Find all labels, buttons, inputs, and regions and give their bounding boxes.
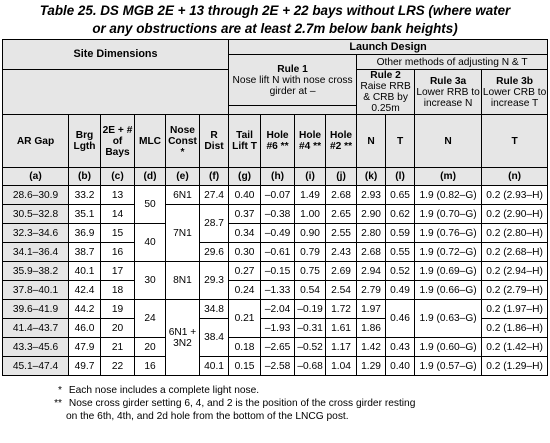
cell-rule3a: 1.9 (0.72–G): [415, 243, 482, 262]
col-bays: 2E + # of Bays: [101, 115, 135, 168]
cell-t: 0.46: [386, 300, 415, 338]
cell-t: 0.62: [386, 205, 415, 224]
cell-rule3a: 1.9 (0.76–G): [415, 224, 482, 243]
cell-hole4: 0.79: [295, 243, 326, 262]
table-title: [0, 2, 550, 38]
cell-bays: 22: [101, 357, 135, 376]
col-ar-gap: AR Gap: [3, 115, 69, 168]
cell-tail-lift: 0.37: [229, 205, 261, 224]
cell-hole2: 2.69: [326, 262, 357, 281]
cell-t: 0.49: [386, 281, 415, 300]
col-hole6: Hole #6 **: [261, 115, 295, 168]
letter-b: (b): [69, 168, 101, 186]
cell-rule3b: 0.2 (1.29–H): [482, 357, 548, 376]
cell-rule3b: 0.2 (2.94–H): [482, 262, 548, 281]
cell-hole4: –0.31: [295, 319, 326, 338]
col-n: N: [357, 115, 386, 168]
col-tail-lift: Tail Lift T: [229, 115, 261, 168]
cell-hole2: 2.43: [326, 243, 357, 262]
cell-n: 2.94: [357, 262, 386, 281]
cell-hole6: –2.58: [261, 357, 295, 376]
cell-t: 0.65: [386, 186, 415, 205]
col-r-dist: R Dist: [200, 115, 229, 168]
cell-rule3b: 0.2 (2.79–H): [482, 281, 548, 300]
cell-hole2: 1.61: [326, 319, 357, 338]
cell-brg-lgth: 47.9: [69, 338, 101, 357]
footnote-1-text: Each nose includes a complete light nose.: [68, 385, 260, 396]
rule2-text: Raise RRB & CRB by 0.25m: [360, 81, 411, 114]
letter-m: (m): [415, 168, 482, 186]
cell-hole6: –0.38: [261, 205, 295, 224]
cell-t: 0.55: [386, 243, 415, 262]
cell-r-dist: 27.4: [200, 186, 229, 205]
cell-ar-gap: 35.9–38.2: [3, 262, 69, 281]
cell-bays: 17: [101, 262, 135, 281]
cell-hole2: 1.04: [326, 357, 357, 376]
footnote-2-text-a: Nose cross girder setting 6, 4, and 2 is the position of the cross girder resting: [68, 398, 416, 409]
cell-brg-lgth: 42.4: [69, 281, 101, 300]
table-title-line2: or any obstructions are at least 2.7m below bank heights): [92, 21, 458, 36]
cell-hole2: 2.65: [326, 205, 357, 224]
cell-hole6: –1.33: [261, 281, 295, 300]
letter-f: (f): [200, 168, 229, 186]
cell-bays: 21: [101, 338, 135, 357]
letter-a: (a): [3, 168, 69, 186]
col-t: T: [386, 115, 415, 168]
cell-mlc: 16: [135, 357, 166, 376]
cell-n: 2.93: [357, 186, 386, 205]
cell-bays: 20: [101, 319, 135, 338]
cell-hole6: –2.04: [261, 300, 295, 319]
cell-t: 0.52: [386, 262, 415, 281]
cell-rule3a: 1.9 (0.82–G): [415, 186, 482, 205]
cell-n: 2.68: [357, 243, 386, 262]
cell-n: 1.42: [357, 338, 386, 357]
cell-rule3b: 0.2 (2.80–H): [482, 224, 548, 243]
cell-hole4: 1.49: [295, 186, 326, 205]
cell-nose-const: 8N1: [166, 262, 200, 300]
cell-n: 1.86: [357, 319, 386, 338]
letter-k: (k): [357, 168, 386, 186]
cell-ar-gap: 43.3–45.6: [3, 338, 69, 357]
cell-brg-lgth: 44.2: [69, 300, 101, 319]
cell-rule3b: 0.2 (2.90–H): [482, 205, 548, 224]
rule3b-header: [482, 70, 548, 115]
cell-r-dist: 34.8: [200, 300, 229, 319]
other-methods-header: Other methods of adjusting N & T: [357, 55, 548, 70]
launch-design-header: Launch Design: [229, 40, 548, 55]
rule3b-text: Lower CRB to increase T: [482, 86, 547, 109]
cell-rule3b: 0.2 (2.93–H): [482, 186, 548, 205]
col-t-n: T: [482, 115, 548, 168]
cell-hole4: 0.75: [295, 262, 326, 281]
col-hole2: Hole #2 **: [326, 115, 357, 168]
cell-ar-gap: 32.3–34.6: [3, 224, 69, 243]
cell-hole6: –1.93: [261, 319, 295, 338]
rule3a-text: Lower RRB to increase N: [416, 86, 480, 109]
cell-ar-gap: 30.5–32.8: [3, 205, 69, 224]
col-brg-lgth: Brg Lgth: [69, 115, 101, 168]
cell-nose-const: 7N1: [166, 205, 200, 262]
cell-rule3a: 1.9 (0.69–G): [415, 262, 482, 281]
letter-d: (d): [135, 168, 166, 186]
cell-r-dist: 29.3: [200, 262, 229, 300]
rule3a-header: [415, 70, 482, 115]
cell-n: 2.79: [357, 281, 386, 300]
footnote-2-continued: [66, 411, 349, 423]
col-nose-const: Nose Const *: [166, 115, 200, 168]
cell-tail-lift: 0.27: [229, 262, 261, 281]
footnote-2: [46, 398, 415, 410]
col-mlc: MLC: [135, 115, 166, 168]
cell-hole6: –0.07: [261, 186, 295, 205]
table-title-line1: Table 25. DS MGB 2E + 13 through 2E + 22 bays without LRS (where water: [39, 3, 511, 18]
cell-hole2: 2.54: [326, 281, 357, 300]
cell-hole2: 1.72: [326, 300, 357, 319]
footnote-2-text-b: on the 6th, 4th, and 2d hole from the bottom of the LNCG post.: [66, 411, 349, 422]
letter-l: (l): [386, 168, 415, 186]
site-dimensions-header: Site Dimensions: [3, 40, 229, 70]
rule1-spacer: [229, 106, 357, 115]
letter-h: (h): [261, 168, 295, 186]
cell-hole6: –0.61: [261, 243, 295, 262]
cell-n: 2.90: [357, 205, 386, 224]
cell-rule3b: 0.2 (1.86–H): [482, 319, 548, 338]
cell-r-dist: 38.4: [200, 319, 229, 357]
cell-brg-lgth: 35.1: [69, 205, 101, 224]
cell-tail-lift: 0.30: [229, 243, 261, 262]
letter-n: (n): [482, 168, 548, 186]
cell-brg-lgth: 36.9: [69, 224, 101, 243]
rule2-header: [357, 70, 415, 115]
cell-mlc: 50: [135, 186, 166, 224]
cell-rule3b: 0.2 (1.42–H): [482, 338, 548, 357]
cell-t: 0.40: [386, 357, 415, 376]
cell-ar-gap: 28.6–30.9: [3, 186, 69, 205]
cell-n: 2.80: [357, 224, 386, 243]
cell-tail-lift: 0.15: [229, 357, 261, 376]
cell-mlc: 40: [135, 224, 166, 262]
cell-rule3a: 1.9 (0.66–G): [415, 281, 482, 300]
cell-ar-gap: 37.8–40.1: [3, 281, 69, 300]
cell-n: 1.97: [357, 300, 386, 319]
col-n-m: N: [415, 115, 482, 168]
cell-brg-lgth: 49.7: [69, 357, 101, 376]
cell-t: 0.43: [386, 338, 415, 357]
cell-hole4: 1.00: [295, 205, 326, 224]
cell-rule3a: 1.9 (0.57–G): [415, 357, 482, 376]
cell-rule3a: 1.9 (0.70–G): [415, 205, 482, 224]
cell-mlc: 24: [135, 300, 166, 338]
rule3b-title: Rule 3b: [496, 75, 533, 87]
cell-bays: 19: [101, 300, 135, 319]
rule1-text: Nose lift N with nose cross girder at –: [232, 74, 353, 97]
cell-rule3b: 0.2 (1.97–H): [482, 300, 548, 319]
cell-bays: 13: [101, 186, 135, 205]
cell-r-dist: 40.1: [200, 357, 229, 376]
cell-rule3a: 1.9 (0.60–G): [415, 338, 482, 357]
cell-ar-gap: 34.1–36.4: [3, 243, 69, 262]
rule1-header: [229, 55, 357, 106]
cell-bays: 14: [101, 205, 135, 224]
cell-tail-lift: 0.18: [229, 338, 261, 357]
footnote-1-mark: *: [58, 385, 62, 396]
cell-tail-lift: 0.40: [229, 186, 261, 205]
cell-mlc: 30: [135, 262, 166, 300]
cell-r-dist: 29.6: [200, 243, 229, 262]
cell-r-dist: 28.7: [200, 205, 229, 243]
cell-hole2: 2.55: [326, 224, 357, 243]
cell-tail-lift: 0.24: [229, 281, 261, 300]
cell-rule3a: 1.9 (0.63–G): [415, 300, 482, 338]
cell-tail-lift: 0.21: [229, 300, 261, 338]
cell-brg-lgth: 40.1: [69, 262, 101, 281]
cell-rule3b: 0.2 (2.68–H): [482, 243, 548, 262]
cell-t: 0.59: [386, 224, 415, 243]
cell-hole4: –0.19: [295, 300, 326, 319]
cell-bays: 18: [101, 281, 135, 300]
cell-hole4: 0.54: [295, 281, 326, 300]
cell-ar-gap: 41.4–43.7: [3, 319, 69, 338]
cell-hole4: –0.68: [295, 357, 326, 376]
cell-ar-gap: 45.1–47.4: [3, 357, 69, 376]
letter-i: (i): [295, 168, 326, 186]
cell-bays: 16: [101, 243, 135, 262]
cell-hole2: 1.17: [326, 338, 357, 357]
cell-hole6: –2.65: [261, 338, 295, 357]
rule1-title: Rule 1: [277, 63, 308, 75]
cell-n: 1.29: [357, 357, 386, 376]
cell-bays: 15: [101, 224, 135, 243]
site-dimensions-spacer: [3, 70, 229, 115]
rule2-title: Rule 2: [370, 70, 401, 81]
cell-hole2: 2.68: [326, 186, 357, 205]
cell-ar-gap: 39.6–41.9: [3, 300, 69, 319]
rule3a-title: Rule 3a: [429, 75, 467, 87]
letter-c: (c): [101, 168, 135, 186]
launch-table: [2, 39, 548, 376]
cell-hole6: –0.49: [261, 224, 295, 243]
cell-mlc: 20: [135, 338, 166, 357]
letter-j: (j): [326, 168, 357, 186]
cell-hole4: –0.52: [295, 338, 326, 357]
letter-e: (e): [166, 168, 200, 186]
cell-brg-lgth: 38.7: [69, 243, 101, 262]
cell-hole6: –0.15: [261, 262, 295, 281]
cell-brg-lgth: 33.2: [69, 186, 101, 205]
footnote-2-mark: **: [54, 398, 62, 409]
cell-tail-lift: 0.34: [229, 224, 261, 243]
cell-hole4: 0.90: [295, 224, 326, 243]
footnote-1: [46, 385, 259, 397]
col-hole4: Hole #4 **: [295, 115, 326, 168]
cell-nose-const: 6N1: [166, 186, 200, 205]
cell-brg-lgth: 46.0: [69, 319, 101, 338]
letter-g: (g): [229, 168, 261, 186]
cell-nose-const: 6N1 + 3N2: [166, 300, 200, 376]
